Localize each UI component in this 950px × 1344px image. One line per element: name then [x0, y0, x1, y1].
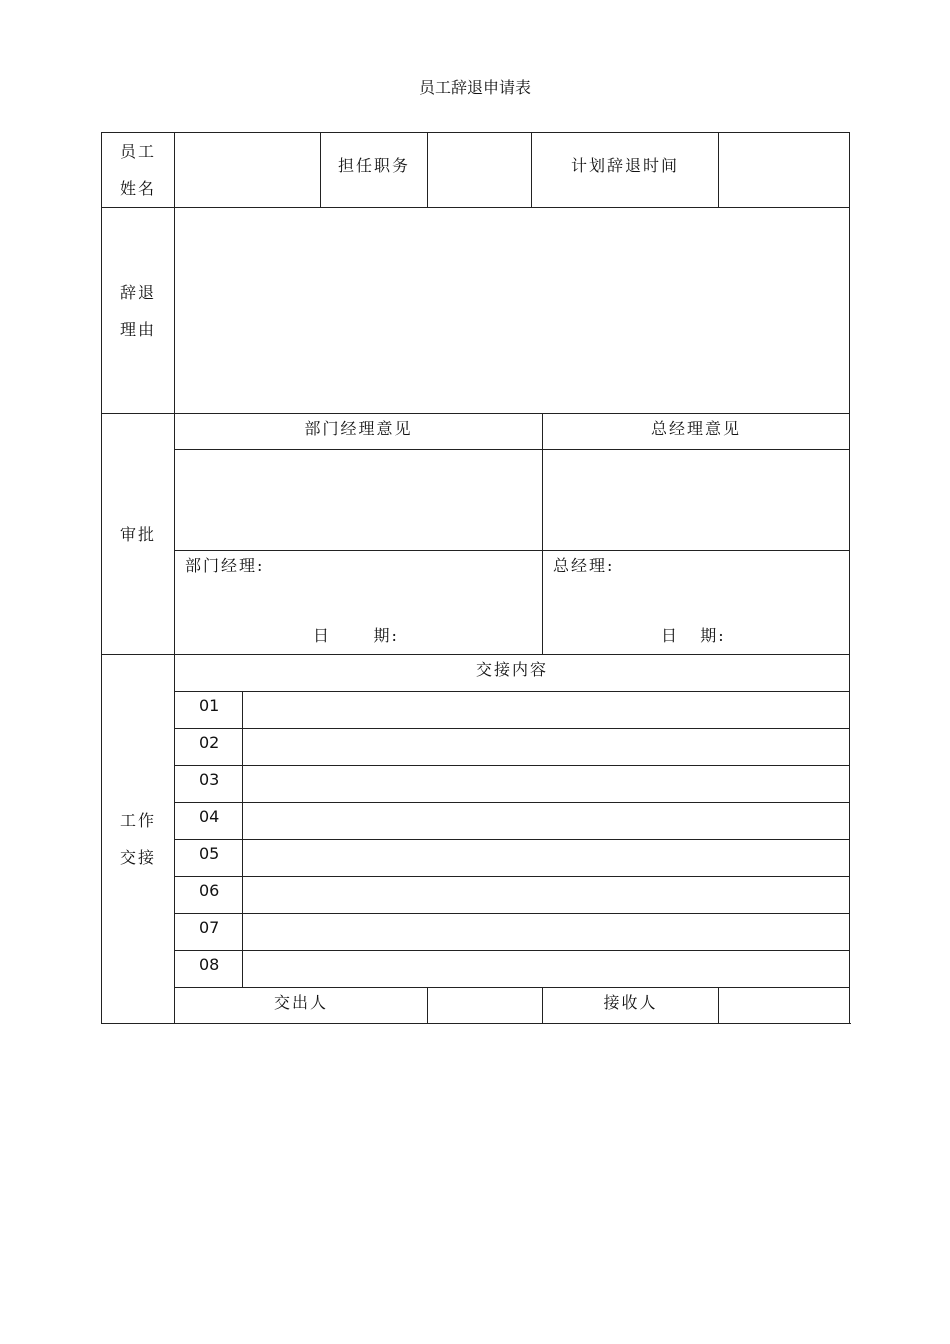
gm-sign-cell[interactable] — [543, 551, 850, 655]
handed-by-label: 交出人 — [175, 988, 428, 1024]
planned-date-field[interactable] — [719, 133, 850, 208]
position-label: 担任职务 — [321, 133, 428, 208]
handover-label: 工作 交接 — [102, 655, 175, 1024]
handover-item-number: 05 — [175, 840, 243, 877]
handover-item-field[interactable] — [243, 692, 850, 729]
reason-label: 辞退 理由 — [102, 208, 175, 414]
employee-name-field[interactable] — [175, 133, 321, 208]
handover-item-field[interactable] — [243, 877, 850, 914]
gm-opinion-header: 总经理意见 — [543, 414, 850, 450]
handover-item-number: 06 — [175, 877, 243, 914]
gm-opinion-field[interactable] — [543, 450, 850, 551]
handover-content-header: 交接内容 — [175, 655, 850, 692]
dept-manager-sign-cell[interactable] — [175, 551, 543, 655]
handover-item-number: 02 — [175, 729, 243, 766]
dept-manager-opinion-header: 部门经理意见 — [175, 414, 543, 450]
handover-item-field[interactable] — [243, 766, 850, 803]
handover-item-number: 03 — [175, 766, 243, 803]
handover-item-number: 01 — [175, 692, 243, 729]
approval-label: 审批 — [102, 414, 175, 655]
form-title: 员工辞退申请表 — [418, 78, 531, 97]
dismissal-form-table — [101, 132, 850, 1024]
gm-sign-label: 总经理: — [553, 556, 615, 575]
handover-item-number: 08 — [175, 951, 243, 988]
handover-item-number: 07 — [175, 914, 243, 951]
dept-date-label: 日 期: — [313, 626, 399, 645]
handed-by-field[interactable] — [428, 988, 543, 1024]
dept-manager-opinion-field[interactable] — [175, 450, 543, 551]
gm-date-label: 日 期: — [661, 626, 726, 645]
employee-name-label: 员工 姓名 — [102, 133, 175, 208]
handover-item-number: 04 — [175, 803, 243, 840]
handover-item-field[interactable] — [243, 840, 850, 877]
received-by-field[interactable] — [719, 988, 850, 1024]
reason-field[interactable] — [175, 208, 850, 414]
handover-item-field[interactable] — [243, 803, 850, 840]
handover-item-field[interactable] — [243, 914, 850, 951]
planned-date-label: 计划辞退时间 — [532, 133, 719, 208]
dept-manager-sign-label: 部门经理: — [185, 556, 265, 575]
handover-item-field[interactable] — [243, 729, 850, 766]
received-by-label: 接收人 — [543, 988, 719, 1024]
handover-item-field[interactable] — [243, 951, 850, 988]
position-field[interactable] — [428, 133, 532, 208]
